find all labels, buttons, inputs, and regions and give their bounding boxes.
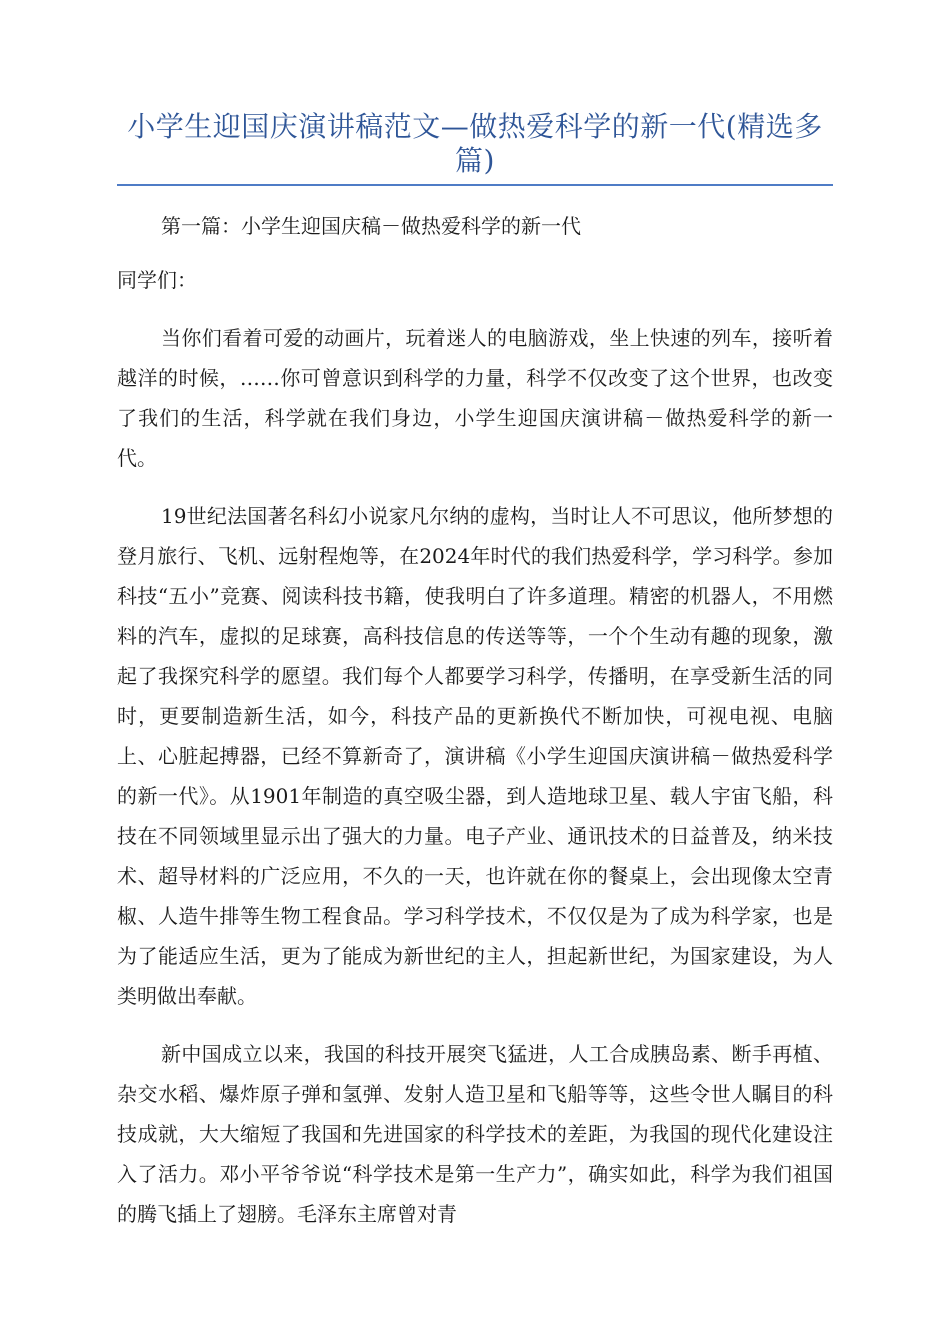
document-title: 小学生迎国庆演讲稿范文—做热爱科学的新一代(精选多篇)	[127, 110, 823, 177]
paragraph-2: 19世纪法国著名科幻小说家凡尔纳的虚构，当时让人不可思议，他所梦想的登月旅行、飞机、远射程炮等，在2024年时代的我们热爱科学，学习科学。参加科技“五小”竞赛、阅读科技书籍，使我明白了许多道理。精密的机器人，不用燃料的汽车，虚拟的足球赛，高科技信息的传送等等，一个个生动有趣的现象，激起了我探究科学的愿望。我们每个人都要学习科学，传播明，在享受新生活的同时，更要制造新生活，如今，科技产品的更新换代不断加快，可视电视、电脑上、心脏起搏器，已经不算新奇了，演讲稿《小学生迎国庆演讲稿－做热爱科学的新一代》。从1901年制造的真空吸尘器，到人造地球卫星、载人宇宙飞船，科技在不同领域里显示出了强大的力量。电子产业、通讯技术的日益普及，纳米技术、超导材料的广泛应用，不久的一天，也许就在你的餐桌上，会出现像太空青椒、人造牛排等生物工程食品。学习科学技术，不仅仅是为了成为科学家，也是为了能适应生活，更为了能成为新世纪的主人，担起新世纪，为国家建设，为人类明做出奉献。	[117, 504, 833, 1008]
section-heading: 第一篇：小学生迎国庆稿－做热爱科学的新一代	[161, 214, 581, 238]
paragraph-3: 新中国成立以来，我国的科技开展突飞猛进，人工合成胰岛素、断手再植、杂交水稻、爆炸原子弹和氢弹、发射人造卫星和飞船等等，这些令世人瞩目的科技成就，大大缩短了我国和先进国家的科学技术的差距，为我国的现代化建设注入了活力。邓小平爷爷说“科学技术是第一生产力”，确实如此，科学为我们祖国的腾飞插上了翅膀。毛泽东主席曾对青	[117, 1042, 833, 1226]
title-underline	[117, 184, 833, 186]
greeting: 同学们：	[117, 268, 197, 292]
document-page	[117, 110, 833, 1252]
paragraph-1: 当你们看着可爱的动画片，玩着迷人的电脑游戏，坐上快速的列车，接听着越洋的时候，……你可曾意识到科学的力量，科学不仅改变了这个世界，也改变了我们的生活，科学就在我们身边，小学生迎国庆演讲稿－做热爱科学的新一代。	[117, 326, 833, 470]
